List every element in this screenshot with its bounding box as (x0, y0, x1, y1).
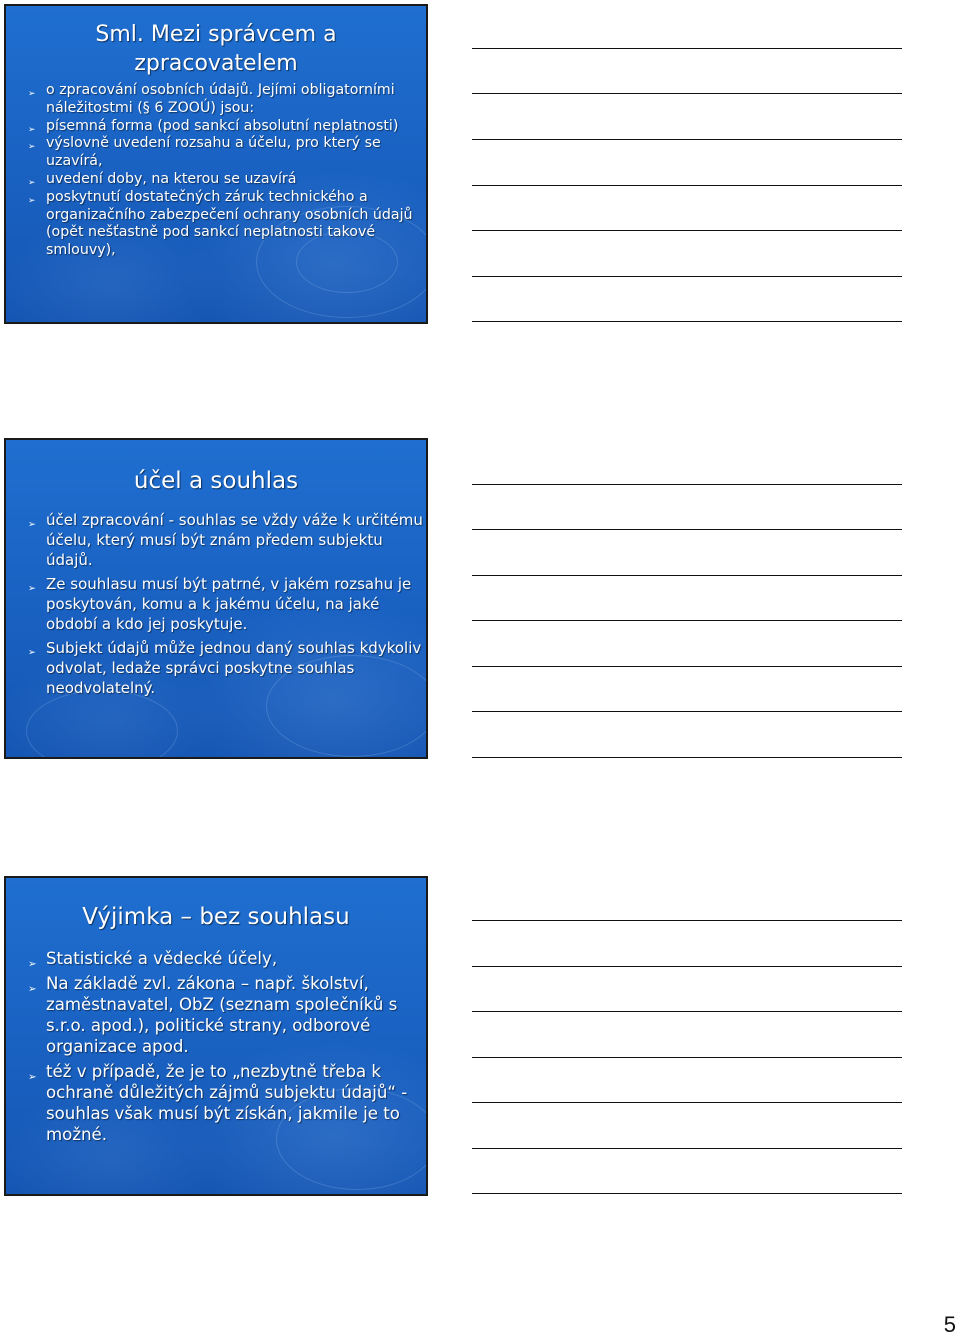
slide-title-line: účel a souhlas (133, 468, 299, 494)
note-line (472, 575, 902, 576)
slide-title (6, 878, 426, 932)
bullet-list (6, 82, 426, 260)
list-item: ➢ písemná forma (pod sankcí absolutní neplatnosti) (6, 118, 426, 136)
arrow-bullet-icon: ➢ (28, 519, 36, 530)
note-line (472, 276, 902, 277)
arrow-bullet-icon: ➢ (28, 124, 36, 135)
note-line (472, 920, 902, 921)
note-line (472, 666, 902, 667)
arrow-bullet-icon: ➢ (28, 983, 37, 995)
slide-2 (4, 438, 428, 759)
list-item: ➢ výslovně uvedení rozsahu a účelu, pro který se uzavírá, (28, 135, 381, 170)
note-line (472, 1193, 902, 1194)
note-line (472, 139, 902, 140)
arrow-bullet-icon: ➢ (28, 1071, 37, 1083)
list-item: ➢ o zpracování osobních údajů. Jejími obligatorními náležitostmi (§ 6 ZOOÚ) jsou: (28, 82, 395, 116)
note-line (472, 757, 902, 758)
slide-title (6, 6, 426, 78)
arrow-bullet-icon: ➢ (28, 195, 36, 206)
slide-title-line: Sml. Mezi správcem a (95, 22, 337, 47)
list-item: ➢ poskytnutí dostatečných záruk technického a organizačního zabezpečení ochrany osobních údajů (opět nešťastně pod sankcí neplatnosti takové smlouvy), (28, 188, 413, 259)
note-line (472, 1011, 902, 1012)
arrow-bullet-icon: ➢ (28, 583, 36, 594)
list-item: ➢ též v případě, že je to „nezbytně třeba k ochraně důležitých zájmů subjektu údajů“ - souhlas však musí být získán, jakmile je to možné. (28, 1062, 408, 1144)
page-number: 5 (943, 1312, 956, 1337)
list-item: ➢ uvedení doby, na kterou se uzavírá (6, 171, 426, 189)
ripple-decoration (26, 690, 178, 759)
note-line (472, 1148, 902, 1149)
slide-title-line: zpracovatelem (134, 51, 298, 76)
note-line (472, 1057, 902, 1058)
note-line (472, 620, 902, 621)
note-line (472, 48, 902, 49)
slide-1 (4, 4, 428, 324)
arrow-bullet-icon: ➢ (28, 89, 36, 99)
note-line (472, 1102, 902, 1103)
bullet-list (6, 948, 426, 1145)
note-line (472, 484, 902, 485)
bullet-list (6, 510, 426, 698)
arrow-bullet-icon: ➢ (28, 142, 36, 153)
list-item: ➢ Ze souhlasu musí být patrné, v jakém rozsahu je poskytován, komu a k jakému účelu, na jaké období a kdo jej poskytuje. (28, 575, 412, 633)
slide-title-line: Výjimka – bez souhlasu (82, 904, 350, 930)
list-item: ➢ Na základě zvl. zákona – např. školství, zaměstnavatel, ObZ (seznam společníků s s.r.o. apod.), politické strany, odborové organizace apod. (28, 974, 398, 1056)
note-line (472, 185, 902, 186)
arrow-bullet-icon: ➢ (28, 647, 36, 658)
slide-3 (4, 876, 428, 1196)
list-item: ➢ účel zpracování - souhlas se vždy váže k určitému účelu, který musí být znám předem subjektu údajů. (28, 511, 423, 569)
note-line (472, 711, 902, 712)
note-line (472, 93, 902, 94)
list-item: ➢ Statistické a vědecké účely, (6, 948, 426, 969)
arrow-bullet-icon: ➢ (28, 958, 37, 970)
note-line (472, 321, 902, 322)
note-line (472, 966, 902, 967)
list-item: ➢ Subjekt údajů může jednou daný souhlas kdykoliv odvolat, ledaže správci poskytne souhlas neodvolatelný. (28, 639, 422, 697)
note-line (472, 529, 902, 530)
slide-title (6, 440, 426, 496)
arrow-bullet-icon: ➢ (28, 177, 36, 188)
note-line (472, 230, 902, 231)
